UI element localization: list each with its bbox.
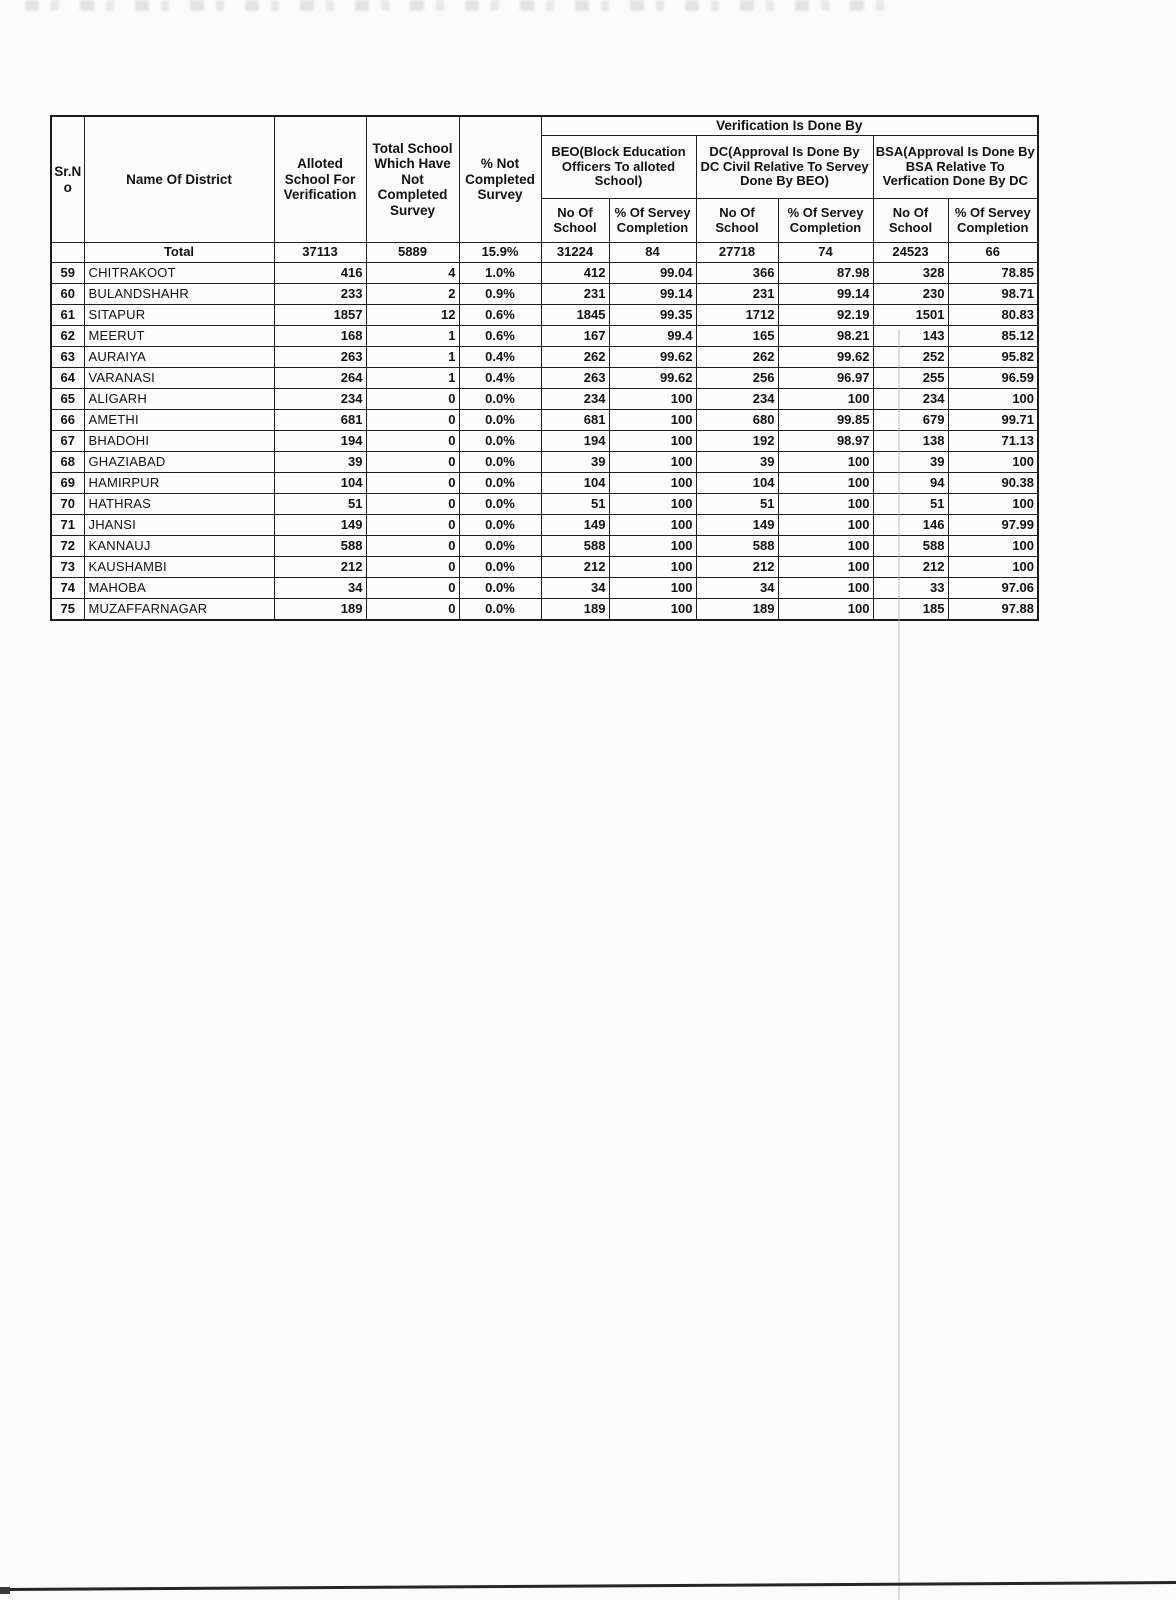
pct-not-completed-cell: 0.0% [459,389,541,410]
dc-no-cell: 212 [696,557,778,578]
not-completed-cell: 0 [366,431,459,452]
district-cell: HATHRAS [84,494,274,515]
not-completed-cell: 4 [366,263,459,284]
beo-pct-cell: 99.14 [609,284,696,305]
beo-pct-cell: 99.62 [609,347,696,368]
pct-not-completed-cell: 0.6% [459,326,541,347]
dc-pct-cell: 98.21 [778,326,873,347]
dc-pct-cell: 100 [778,599,873,621]
table-header [51,116,1038,243]
beo-pct-cell: 100 [609,536,696,557]
bsa-pct-cell: 71.13 [948,431,1038,452]
not-completed-cell: 1 [366,368,459,389]
bsa-no-cell: 1501 [873,305,948,326]
table-row [51,326,1038,347]
page-edge-line [6,1581,1176,1591]
header-pct-not-completed: % Not Completed Survey [459,116,541,243]
district-cell: SITAPUR [84,305,274,326]
pct-not-completed-cell: 0.0% [459,431,541,452]
dc-pct-cell: 100 [778,389,873,410]
table-row [51,410,1038,431]
table-row [51,263,1038,284]
total-beo-no-cell: 31224 [541,243,609,263]
dc-no-cell: 680 [696,410,778,431]
dc-no-cell: 149 [696,515,778,536]
district-cell: ALIGARH [84,389,274,410]
beo-no-cell: 234 [541,389,609,410]
district-cell: GHAZIABAD [84,452,274,473]
dc-pct-cell: 100 [778,473,873,494]
alloted-cell: 263 [274,347,366,368]
not-completed-cell: 0 [366,557,459,578]
district-cell: AMETHI [84,410,274,431]
pct-not-completed-cell: 0.9% [459,284,541,305]
bsa-no-cell: 252 [873,347,948,368]
beo-no-cell: 231 [541,284,609,305]
alloted-cell: 588 [274,536,366,557]
alloted-cell: 234 [274,389,366,410]
beo-no-cell: 51 [541,494,609,515]
bsa-no-cell: 51 [873,494,948,515]
bsa-no-cell: 255 [873,368,948,389]
beo-pct-cell: 99.62 [609,368,696,389]
table-row [51,599,1038,621]
table-row [51,473,1038,494]
table-row [51,536,1038,557]
header-district: Name Of District [84,116,274,243]
alloted-cell: 233 [274,284,366,305]
bsa-no-cell: 138 [873,431,948,452]
beo-no-cell: 149 [541,515,609,536]
alloted-cell: 264 [274,368,366,389]
alloted-cell: 51 [274,494,366,515]
pct-not-completed-cell: 0.6% [459,305,541,326]
header-row-groups-top [51,116,1038,136]
beo-no-cell: 681 [541,410,609,431]
pct-not-completed-cell: 0.0% [459,452,541,473]
header-dc-pct-completion: % Of Servey Completion [778,199,873,243]
bsa-pct-cell: 97.88 [948,599,1038,621]
dc-pct-cell: 100 [778,578,873,599]
header-bsa-pct-completion: % Of Servey Completion [948,199,1038,243]
total-dc-pct-cell: 74 [778,243,873,263]
beo-no-cell: 262 [541,347,609,368]
sr-cell: 75 [51,599,84,621]
bsa-no-cell: 185 [873,599,948,621]
dc-no-cell: 192 [696,431,778,452]
table-body [51,243,1038,621]
bsa-no-cell: 234 [873,389,948,410]
table-row [51,557,1038,578]
beo-no-cell: 588 [541,536,609,557]
header-verification-group: Verification Is Done By [541,116,1038,136]
table-row [51,578,1038,599]
sr-cell: 66 [51,410,84,431]
pct-not-completed-cell: 0.0% [459,599,541,621]
header-beo-no-of-school: No Of School [541,199,609,243]
pct-not-completed-cell: 0.4% [459,368,541,389]
table-row [51,515,1038,536]
pct-not-completed-cell: 0.0% [459,515,541,536]
table-row [51,305,1038,326]
pct-not-completed-cell: 0.0% [459,557,541,578]
bsa-no-cell: 39 [873,452,948,473]
not-completed-cell: 1 [366,326,459,347]
total-row [51,243,1038,263]
bsa-pct-cell: 100 [948,494,1038,515]
scan-fold-line [898,330,900,1600]
alloted-cell: 104 [274,473,366,494]
not-completed-cell: 12 [366,305,459,326]
header-beo-group: BEO(Block Education Officers To alloted School) [541,136,696,199]
bsa-no-cell: 230 [873,284,948,305]
beo-pct-cell: 100 [609,473,696,494]
alloted-cell: 194 [274,431,366,452]
dc-pct-cell: 99.14 [778,284,873,305]
dc-pct-cell: 99.62 [778,347,873,368]
dc-no-cell: 34 [696,578,778,599]
header-beo-pct-completion: % Of Servey Completion [609,199,696,243]
header-bsa-no-of-school: No Of School [873,199,948,243]
beo-no-cell: 39 [541,452,609,473]
dc-no-cell: 39 [696,452,778,473]
table-row [51,452,1038,473]
pct-not-completed-cell: 0.0% [459,494,541,515]
bsa-no-cell: 588 [873,536,948,557]
bsa-no-cell: 94 [873,473,948,494]
not-completed-cell: 2 [366,284,459,305]
beo-no-cell: 212 [541,557,609,578]
dc-pct-cell: 92.19 [778,305,873,326]
bsa-no-cell: 146 [873,515,948,536]
dc-no-cell: 262 [696,347,778,368]
bsa-pct-cell: 100 [948,557,1038,578]
district-cell: HAMIRPUR [84,473,274,494]
district-cell: MAHOBA [84,578,274,599]
bsa-no-cell: 679 [873,410,948,431]
table-row [51,431,1038,452]
beo-pct-cell: 100 [609,410,696,431]
table-row [51,284,1038,305]
beo-no-cell: 194 [541,431,609,452]
beo-no-cell: 1845 [541,305,609,326]
dc-no-cell: 104 [696,473,778,494]
sr-cell: 59 [51,263,84,284]
district-cell: BHADOHI [84,431,274,452]
total-beo-pct-cell: 84 [609,243,696,263]
district-cell: MEERUT [84,326,274,347]
district-cell: KANNAUJ [84,536,274,557]
sr-cell: 62 [51,326,84,347]
beo-pct-cell: 99.4 [609,326,696,347]
sr-cell: 67 [51,431,84,452]
page-edge-corner-mark [0,1587,10,1594]
not-completed-cell: 1 [366,347,459,368]
not-completed-cell: 0 [366,452,459,473]
bsa-pct-cell: 80.83 [948,305,1038,326]
beo-no-cell: 104 [541,473,609,494]
total-pct-not-completed-cell: 15.9% [459,243,541,263]
dc-pct-cell: 98.97 [778,431,873,452]
dc-no-cell: 51 [696,494,778,515]
bsa-no-cell: 328 [873,263,948,284]
sr-cell: 63 [51,347,84,368]
not-completed-cell: 0 [366,389,459,410]
beo-pct-cell: 99.04 [609,263,696,284]
total-bsa-no-cell: 24523 [873,243,948,263]
beo-pct-cell: 100 [609,599,696,621]
sr-cell: 68 [51,452,84,473]
dc-pct-cell: 96.97 [778,368,873,389]
district-cell: KAUSHAMBI [84,557,274,578]
not-completed-cell: 0 [366,578,459,599]
alloted-cell: 681 [274,410,366,431]
not-completed-cell: 0 [366,536,459,557]
scan-smudge-top [25,0,905,11]
bsa-pct-cell: 97.99 [948,515,1038,536]
header-alloted: Alloted School For Verification [274,116,366,243]
not-completed-cell: 0 [366,494,459,515]
alloted-cell: 39 [274,452,366,473]
dc-no-cell: 234 [696,389,778,410]
bsa-pct-cell: 100 [948,389,1038,410]
district-cell: BULANDSHAHR [84,284,274,305]
dc-no-cell: 1712 [696,305,778,326]
header-dc-group: DC(Approval Is Done By DC Civil Relative To Servey Done By BEO) [696,136,873,199]
pct-not-completed-cell: 0.0% [459,578,541,599]
verification-table [50,115,1039,621]
not-completed-cell: 0 [366,599,459,621]
dc-pct-cell: 99.85 [778,410,873,431]
dc-no-cell: 366 [696,263,778,284]
sr-cell: 64 [51,368,84,389]
beo-pct-cell: 100 [609,452,696,473]
pct-not-completed-cell: 1.0% [459,263,541,284]
pct-not-completed-cell: 0.0% [459,473,541,494]
total-label-cell: Total [84,243,274,263]
alloted-cell: 212 [274,557,366,578]
dc-pct-cell: 87.98 [778,263,873,284]
table-row [51,347,1038,368]
dc-no-cell: 256 [696,368,778,389]
dc-no-cell: 588 [696,536,778,557]
total-alloted-cell: 37113 [274,243,366,263]
pct-not-completed-cell: 0.0% [459,536,541,557]
bsa-pct-cell: 100 [948,452,1038,473]
bsa-pct-cell: 96.59 [948,368,1038,389]
bsa-pct-cell: 95.82 [948,347,1038,368]
beo-pct-cell: 100 [609,431,696,452]
beo-no-cell: 189 [541,599,609,621]
alloted-cell: 34 [274,578,366,599]
beo-no-cell: 412 [541,263,609,284]
sr-cell: 69 [51,473,84,494]
dc-pct-cell: 100 [778,536,873,557]
bsa-pct-cell: 90.38 [948,473,1038,494]
alloted-cell: 149 [274,515,366,536]
total-dc-no-cell: 27718 [696,243,778,263]
total-not-completed-cell: 5889 [366,243,459,263]
beo-no-cell: 167 [541,326,609,347]
header-not-completed: Total School Which Have Not Completed Survey [366,116,459,243]
bsa-no-cell: 212 [873,557,948,578]
beo-no-cell: 34 [541,578,609,599]
bsa-pct-cell: 100 [948,536,1038,557]
dc-no-cell: 165 [696,326,778,347]
bsa-no-cell: 33 [873,578,948,599]
sr-cell: 61 [51,305,84,326]
sr-cell: 71 [51,515,84,536]
beo-pct-cell: 100 [609,494,696,515]
alloted-cell: 189 [274,599,366,621]
bsa-pct-cell: 85.12 [948,326,1038,347]
district-cell: VARANASI [84,368,274,389]
district-cell: AURAIYA [84,347,274,368]
beo-no-cell: 263 [541,368,609,389]
pct-not-completed-cell: 0.0% [459,410,541,431]
sr-cell: 65 [51,389,84,410]
not-completed-cell: 0 [366,515,459,536]
sr-cell: 60 [51,284,84,305]
pct-not-completed-cell: 0.4% [459,347,541,368]
sr-cell: 74 [51,578,84,599]
table-row [51,368,1038,389]
beo-pct-cell: 100 [609,389,696,410]
total-bsa-pct-cell: 66 [948,243,1038,263]
beo-pct-cell: 100 [609,578,696,599]
bsa-pct-cell: 99.71 [948,410,1038,431]
district-cell: JHANSI [84,515,274,536]
not-completed-cell: 0 [366,473,459,494]
total-sr-cell [51,243,84,263]
dc-pct-cell: 100 [778,557,873,578]
beo-pct-cell: 99.35 [609,305,696,326]
alloted-cell: 416 [274,263,366,284]
bsa-no-cell: 143 [873,326,948,347]
beo-pct-cell: 100 [609,557,696,578]
alloted-cell: 1857 [274,305,366,326]
dc-pct-cell: 100 [778,452,873,473]
header-dc-no-of-school: No Of School [696,199,778,243]
dc-pct-cell: 100 [778,494,873,515]
dc-pct-cell: 100 [778,515,873,536]
district-cell: MUZAFFARNAGAR [84,599,274,621]
district-cell: CHITRAKOOT [84,263,274,284]
header-bsa-group: BSA(Approval Is Done By BSA Relative To Verfication Done By DC [873,136,1038,199]
sr-cell: 72 [51,536,84,557]
bsa-pct-cell: 98.71 [948,284,1038,305]
dc-no-cell: 189 [696,599,778,621]
bsa-pct-cell: 78.85 [948,263,1038,284]
beo-pct-cell: 100 [609,515,696,536]
table-row [51,494,1038,515]
bsa-pct-cell: 97.06 [948,578,1038,599]
alloted-cell: 168 [274,326,366,347]
sr-cell: 70 [51,494,84,515]
sr-cell: 73 [51,557,84,578]
not-completed-cell: 0 [366,410,459,431]
table-row [51,389,1038,410]
header-sr-no: Sr.No [51,116,84,243]
dc-no-cell: 231 [696,284,778,305]
